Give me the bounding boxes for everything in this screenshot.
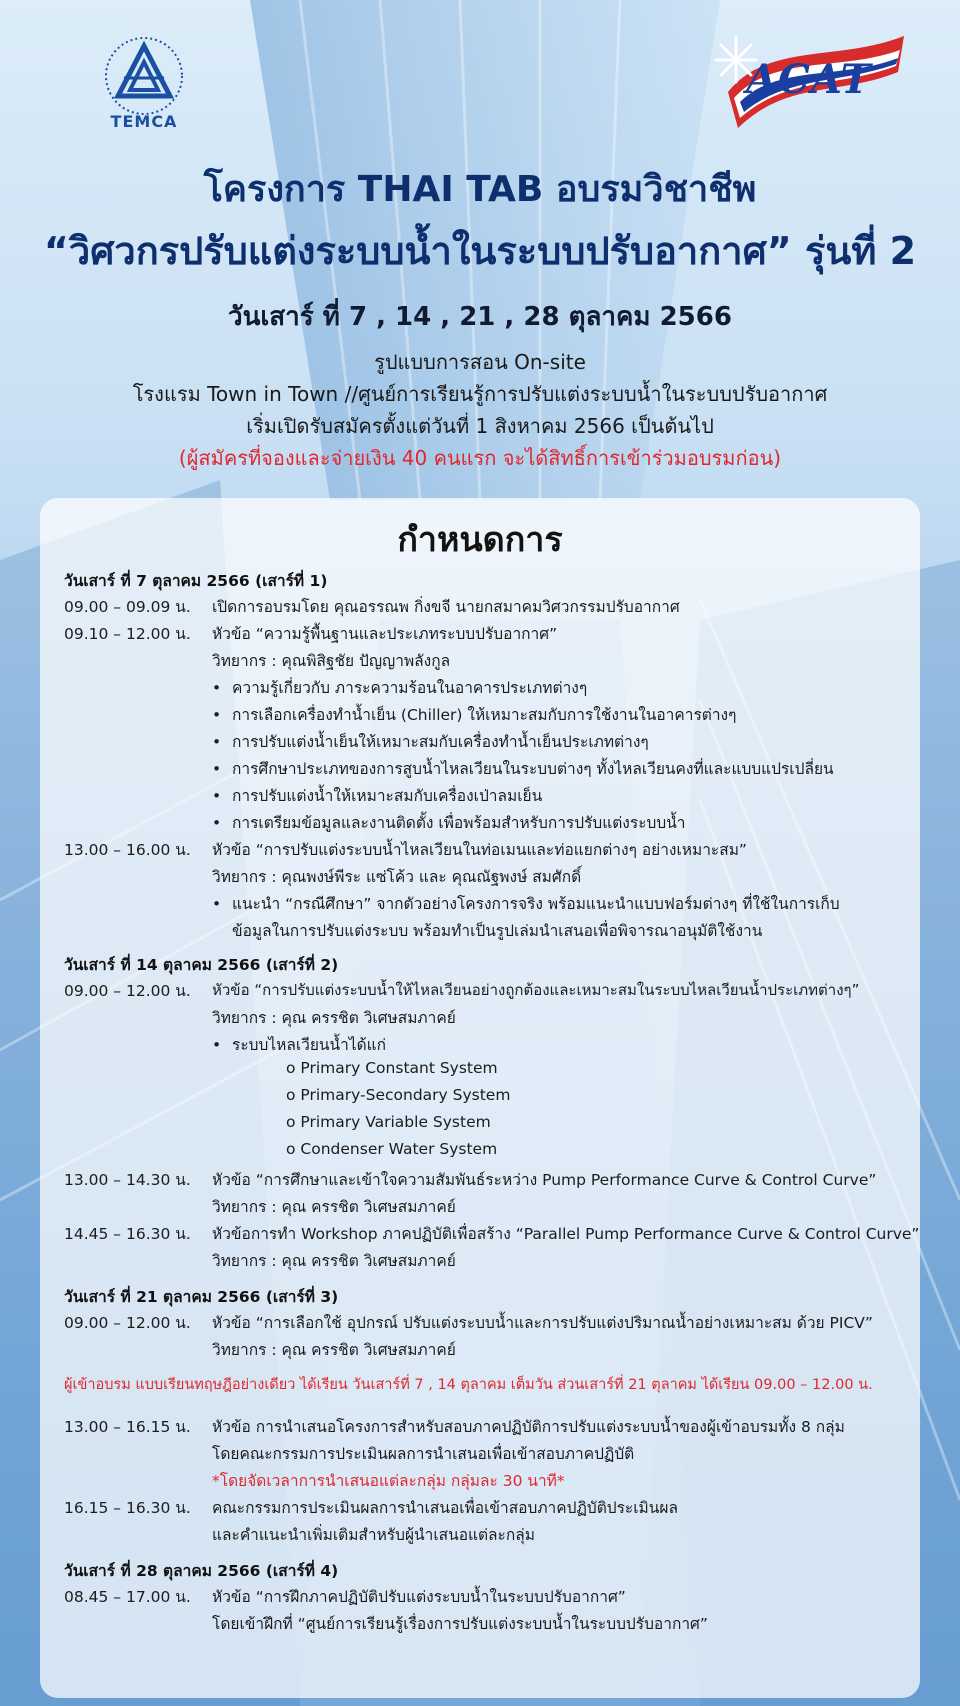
day3-speaker-1: วิทยากร : คุณ ครรชิต วิเศษสมภาคย์ bbox=[212, 1341, 456, 1359]
day1-time-2: 09.10 – 12.00 น. bbox=[64, 625, 191, 643]
day1-desc-1: เปิดการอบรมโดย คุณอรรณพ กิ่งขจี นายกสมาคมวิศวกรรมปรับอากาศ bbox=[212, 598, 680, 616]
day3-time-3: 16.15 – 16.30 น. bbox=[64, 1499, 191, 1517]
list-item: • ความรู้เกี่ยวกับ ภาระความร้อนในอาคารประเภทต่างๆ bbox=[212, 679, 588, 697]
program-title: โครงการ THAI TAB อบรมวิชาชีพ bbox=[203, 169, 757, 210]
temca-logo bbox=[78, 34, 198, 134]
day2-desc-3: หัวข้อการทำ Workshop ภาคปฏิบัติเพื่อสร้าง “Parallel Pump Performance Curve & Control Curve” bbox=[212, 1225, 920, 1243]
course-title: “วิศวกรปรับแต่งระบบน้ำในระบบปรับอากาศ” รุ่นที่ 2 bbox=[43, 229, 917, 273]
day4-desc-1-line2: โดยเข้าฝึกที่ “ศูนย์การเรียนรู้เรื่องการปรับแต่งระบบน้ำในระบบปรับอากาศ” bbox=[212, 1615, 708, 1633]
day3-desc-1: หัวข้อ “การเลือกใช้ อุปกรณ์ ปรับแต่งระบบน้ำและการปรับแต่งปริมาณน้ำอย่างเหมาะสม ด้วย PICV” bbox=[212, 1314, 873, 1332]
temca-logo-text: TEMCA bbox=[110, 112, 178, 131]
list-item: • ระบบไหลเวียนน้ำได้แก่ bbox=[212, 1036, 387, 1054]
day1-time-1: 09.00 – 09.09 น. bbox=[64, 598, 191, 616]
day3-heading: วันเสาร์ ที่ 21 ตุลาคม 2566 (เสาร์ที่ 3) bbox=[64, 1288, 339, 1306]
day3-desc-3-line2: และคำแนะนำเพิ่มเติมสำหรับผู้นำเสนอแต่ละกลุ่ม bbox=[212, 1526, 535, 1544]
day4-heading: วันเสาร์ ที่ 28 ตุลาคม 2566 (เสาร์ที่ 4) bbox=[64, 1562, 339, 1580]
day4-desc-1: หัวข้อ “การฝึกภาคปฏิบัติปรับแต่งระบบน้ำในระบบปรับอากาศ” bbox=[212, 1588, 626, 1606]
schedule-card bbox=[40, 498, 920, 1698]
registration-note: (ผู้สมัครที่จองและจ่ายเงิน 40 คนแรก จะได้สิทธิ์การเข้าร่วมอบรมก่อน) bbox=[178, 446, 782, 470]
day3-time-2: 13.00 – 16.15 น. bbox=[64, 1418, 191, 1436]
venue: โรงแรม Town in Town //ศูนย์การเรียนรู้การปรับแต่งระบบน้ำในระบบปรับอากาศ bbox=[132, 382, 828, 406]
list-item: • การปรับแต่งน้ำเย็นให้เหมาะสมกับเครื่องทำน้ำเย็นประเภทต่างๆ bbox=[212, 733, 649, 751]
registration-open: เริ่มเปิดรับสมัครตั้งแต่วันที่ 1 สิงหาคม 2566 เป็นต้นไป bbox=[246, 414, 714, 438]
day1-desc-3: หัวข้อ “การปรับแต่งระบบน้ำไหลเวียนในท่อเมนและท่อแยกต่างๆ อย่างเหมาะสม” bbox=[212, 841, 747, 859]
day2-speaker-1: วิทยากร : คุณ ครรชิต วิเศษสมภาคย์ bbox=[212, 1009, 456, 1027]
teaching-format: รูปแบบการสอน On-site bbox=[374, 350, 586, 374]
list-item: o Primary Constant System bbox=[286, 1059, 498, 1077]
list-item-continued: ข้อมูลในการปรับแต่งระบบ พร้อมทำเป็นรูปเล่มนำเสนอเพื่อพิจารณาอนุมัติใช้งาน bbox=[232, 922, 763, 940]
day2-time-3: 14.45 – 16.30 น. bbox=[64, 1225, 191, 1243]
day3-desc-2-line2: โดยคณะกรรมการประเมินผลการนำเสนอเพื่อเข้าสอบภาคปฏิบัติ bbox=[212, 1445, 635, 1463]
day4-time-1: 08.45 – 17.00 น. bbox=[64, 1588, 191, 1606]
list-item: • การปรับแต่งน้ำให้เหมาะสมกับเครื่องเป่าลมเย็น bbox=[212, 787, 543, 805]
list-item: • แนะนำ “กรณีศึกษา” จากตัวอย่างโครงการจริง พร้อมแนะนำแบบฟอร์มต่างๆ ที่ใช้ในการเก็บ bbox=[212, 895, 840, 913]
list-item: o Primary Variable System bbox=[286, 1113, 491, 1131]
presentation-time-note: *โดยจัดเวลาการนำเสนอแต่ละกลุ่ม กลุ่มละ 30 นาที* bbox=[212, 1472, 565, 1490]
day1-speaker-3: วิทยากร : คุณพงษ์พีระ แซ่โค้ว และ คุณณัฐพงษ์ สมศักดิ์ bbox=[212, 868, 582, 886]
day2-heading: วันเสาร์ ที่ 14 ตุลาคม 2566 (เสาร์ที่ 2) bbox=[64, 956, 339, 974]
day3-time-1: 09.00 – 12.00 น. bbox=[64, 1314, 191, 1332]
day2-speaker-2: วิทยากร : คุณ ครรชิต วิเศษสมภาคย์ bbox=[212, 1198, 456, 1216]
list-item: • การศึกษาประเภทของการสูบน้ำไหลเวียนในระบบต่างๆ ทั้งไหลเวียนคงที่และแบบแปรเปลี่ยน bbox=[212, 760, 834, 778]
day2-time-2: 13.00 – 14.3͏͏͏0 น. bbox=[64, 1171, 191, 1189]
day3-desc-2: หัวข้อ การนำเสนอโครงการสำหรับสอบภาคปฏิบัติการปรับแต่งระบบน้ำของผู้เข้าอบรมทั้ง 8 กลุ่ม bbox=[212, 1418, 845, 1436]
course-dates: วันเสาร์ ที่ 7 , 14 , 21 , 28 ตุลาคม 2566 bbox=[228, 302, 732, 332]
day1-desc-2: หัวข้อ “ความรู้พื้นฐานและประเภทระบบปรับอากาศ” bbox=[212, 625, 558, 643]
acat-logo bbox=[708, 32, 908, 130]
day2-time-1: 09.00 – 12.00 น. bbox=[64, 982, 191, 1000]
day1-speaker-2: วิทยากร : คุณพิสิฐชัย ปัญญาพลังกูล bbox=[212, 652, 451, 670]
theory-only-note: ผู้เข้าอบรม แบบเรียนทฤษฎีอย่างเดียว ได้เรียน วันเสาร์ที่ 7 , 14 ตุลาคม เต็มวัน ส่วนเสาร์ที่ 21 ตุลาคม ได้เรียน 09.00 – 12.00 น. bbox=[64, 1377, 873, 1393]
day2-speaker-3: วิทยากร : คุณ ครรชิต วิเศษสมภาคย์ bbox=[212, 1252, 456, 1270]
day1-time-3: 13.00 – 16.00 น. bbox=[64, 841, 191, 859]
day1-heading: วันเสาร์ ที่ 7 ตุลาคม 2566 (เสาร์ที่ 1) bbox=[64, 572, 328, 590]
day2-desc-2: หัวข้อ “การศึกษาและเข้าใจความสัมพันธ์ระหว่าง Pump Performance Curve & Control Curve” bbox=[212, 1171, 877, 1189]
list-item: o Condenser Water System bbox=[286, 1140, 498, 1158]
list-item: • การเตรียมข้อมูลและงานติดตั้ง เพื่อพร้อมสำหรับการปรับแต่งระบบน้ำ bbox=[212, 814, 686, 832]
list-item: • การเลือกเครื่องทำน้ำเย็น (Chiller) ให้เหมาะสมกับการใช้งานในอาคารต่างๆ bbox=[212, 706, 737, 724]
list-item: o Primary-Secondary System bbox=[286, 1086, 511, 1104]
acat-logo-text: ACAT bbox=[746, 56, 872, 103]
day3-desc-3: คณะกรรมการประเมินผลการนำเสนอเพื่อเข้าสอบภาคปฏิบัติประเมินผล bbox=[212, 1499, 678, 1517]
day2-desc-1: หัวข้อ “การปรับแต่งระบบน้ำให้ไหลเวียนอย่างถูกต้องและเหมาะสมในระบบไหลเวียนน้ำประเภทต่างๆ” bbox=[212, 981, 860, 999]
schedule-title: กำหนดการ bbox=[397, 520, 563, 560]
